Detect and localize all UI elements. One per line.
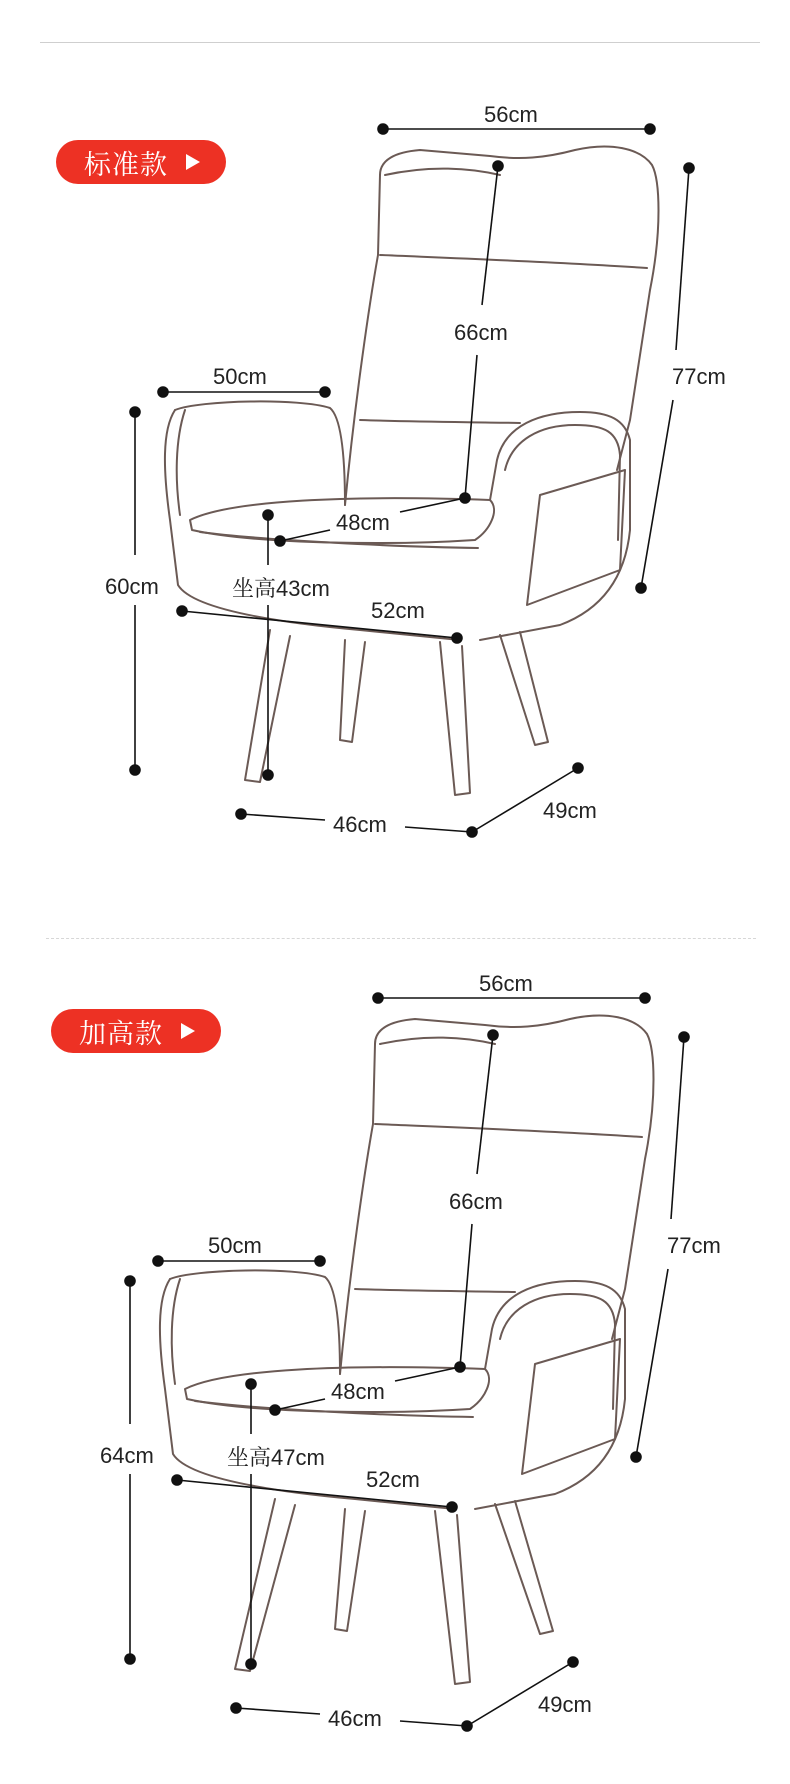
arm-length-label: 50cm	[213, 364, 267, 389]
backrest-height-label: 66cm	[449, 1189, 503, 1214]
base-depth-label: 49cm	[538, 1692, 592, 1717]
arm-length-label: 50cm	[208, 1233, 262, 1258]
width-label: 56cm	[484, 102, 538, 127]
tall-badge-label: 加高款	[79, 1018, 163, 1050]
chair-outline	[165, 146, 659, 795]
chair-diagram-standard	[0, 0, 790, 890]
dimension-lines	[125, 993, 689, 1731]
base-depth-label: 49cm	[543, 798, 597, 823]
seat-depth-label: 48cm	[331, 1379, 385, 1404]
width-label: 56cm	[479, 971, 533, 996]
arm-height-label: 60cm	[105, 574, 159, 599]
seat-depth-label: 48cm	[336, 510, 390, 535]
seat-width-label: 52cm	[371, 598, 425, 623]
dimension-lines	[130, 124, 694, 837]
total-height-label: 77cm	[667, 1233, 721, 1258]
chair-outline	[160, 1015, 654, 1684]
seat-width-label: 52cm	[366, 1467, 420, 1492]
chair-diagram-tall	[0, 904, 790, 1784]
backrest-height-label: 66cm	[454, 320, 508, 345]
arm-height-label: 64cm	[100, 1443, 154, 1468]
seat-height-label: 坐高47cm	[227, 1445, 325, 1470]
base-width-label: 46cm	[333, 812, 387, 837]
total-height-label: 77cm	[672, 364, 726, 389]
seat-height-label: 坐高43cm	[232, 576, 330, 601]
base-width-label: 46cm	[328, 1706, 382, 1731]
standard-badge-label: 标准款	[84, 149, 168, 181]
